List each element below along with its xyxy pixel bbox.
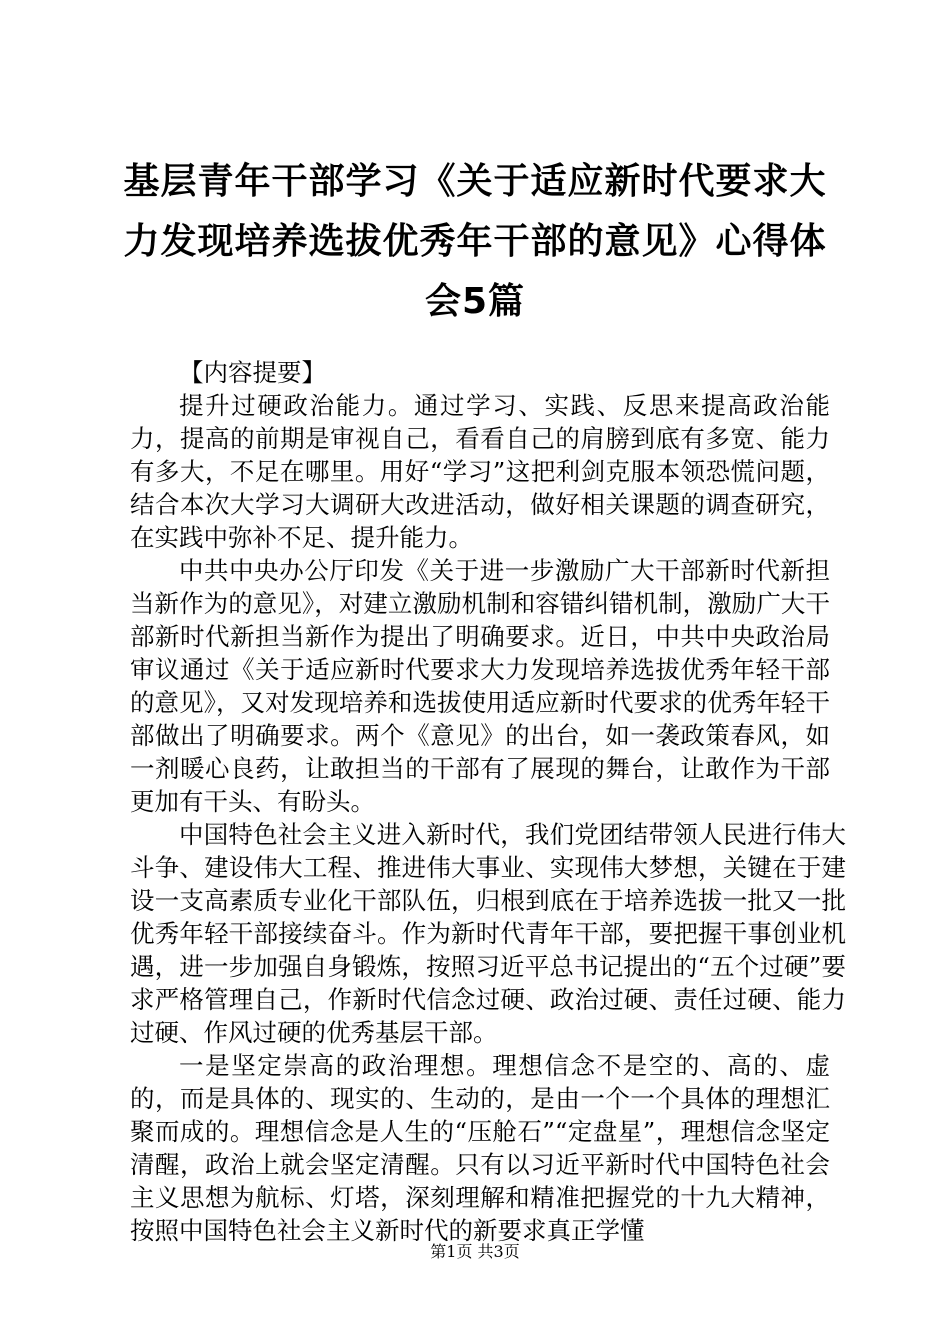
body-paragraph-2: 中共中央办公厅印发《关于进一步激励广大干部新时代新担当新作为的意见》，对建立激励机制和容错纠错机制，激励广大干部新时代新担当新作为提出了明确要求。近日，中共中央政治局审议通过《关于适应新时代要求大力发现培养选拔优秀年轻干部的意见》，又对发现培养和选拔使用适应新时代要求的优秀年轻干部做出了明确要求。两个《意见》的出台，如一袭政策春风，如一剂暖心良药，让敢担当的干部有了展现的舞台，让敢作为干部更加有干头、有盼头。	[130, 556, 830, 816]
summary-heading: 【内容提要】	[179, 358, 326, 387]
body-paragraph-3: 中国特色社会主义进入新时代，我们党团结带领人民进行伟大斗争、建设伟大工程、推进伟大事业、实现伟大梦想，关键在于建设一支高素质专业化干部队伍，归根到底在于培养选拔一批又一批优秀年轻干部接续奋斗。作为新时代青年干部，要把握干事创业机遇，进一步加强自身锻炼，按照习近平总书记提出的“五个过硬”要求严格管理自己，作新时代信念过硬、政治过硬、责任过硬、能力过硬、作风过硬的优秀基层干部。	[130, 820, 846, 1047]
document-title: 基层青年干部学习《关于适应新时代要求大力发现培养选拔优秀年干部的意见》心得体会5篇	[123, 161, 827, 322]
body-paragraph-4: 一是坚定崇高的政治理想。理想信念不是空的、高的、虚的，而是具体的、现实的、生动的，是由一个一个具体的理想汇聚而成的。理想信念是人生的“压舱石”“定盘星”，理想信念坚定清醒，政治上就会坚定清醒。只有以习近平新时代中国特色社会主义思想为航标、灯塔，深刻理解和精准把握党的十九大精神，按照中国特色社会主义新时代的新要求真正学懂	[130, 1051, 830, 1245]
document-body	[130, 356, 846, 1247]
page-footer: 第1页 共3页	[430, 1242, 520, 1261]
body-paragraph-1: 提升过硬政治能力。通过学习、实践、反思来提高政治能力，提高的前期是审视自己，看看自己的肩膀到底有多宽、能力有多大，不足在哪里。用好“学习”这把利剑克服本领恐慌问题，结合本次大学习大调研大改进活动，做好相关课题的调查研究，在实践中弥补不足、提升能力。	[130, 391, 830, 552]
